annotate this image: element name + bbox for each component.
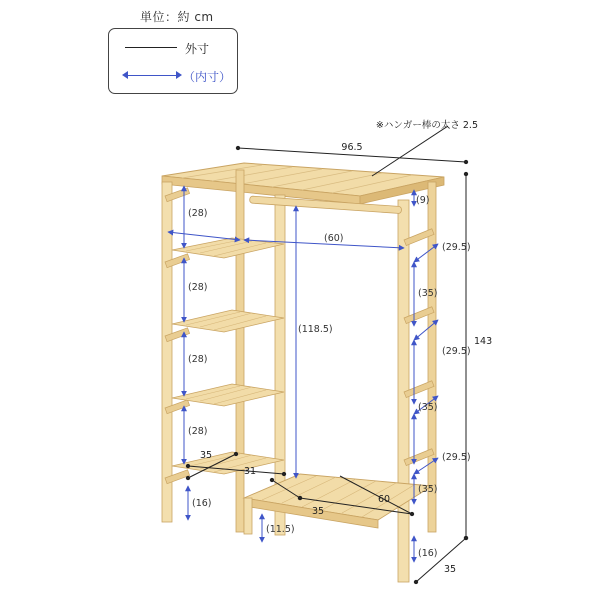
- right-gap-1-label: (29.5): [442, 242, 471, 253]
- right-gap-6-label: (35): [418, 484, 438, 495]
- hanger-note: ※ハンガー棒の太さ 2.5: [375, 120, 478, 131]
- right-gap-5-label: (29.5): [442, 452, 471, 463]
- right-gap-3-label: (29.5): [442, 346, 471, 357]
- hanger-gap-label: (9): [416, 195, 430, 206]
- depth-line: [416, 538, 466, 582]
- bottom-clearance-label: (11.5): [266, 524, 295, 535]
- right-gap-4-label: (35): [418, 402, 438, 413]
- note-leader: [372, 126, 448, 176]
- left-gap-3-label: (28): [188, 354, 208, 365]
- right-bottom-label: (16): [418, 548, 438, 559]
- left-depth-label: 35: [200, 450, 213, 461]
- left-front-post: [162, 182, 172, 522]
- bottom-shelf-width-label: 60: [378, 494, 391, 505]
- depth-label: 35: [444, 564, 457, 575]
- rack-illustration: [162, 163, 444, 582]
- inner-width-label: (60): [324, 233, 344, 244]
- hanger-height-label: (118.5): [298, 324, 333, 335]
- legend-outer-label: 外寸: [185, 42, 210, 56]
- right-gap-2-label: (35): [418, 288, 438, 299]
- left-gap-4-label: (28): [188, 426, 208, 437]
- unit-label: 単位：約 cm: [140, 10, 214, 24]
- left-gap-2-label: (28): [188, 282, 208, 293]
- left-bottom-label: (16): [192, 498, 212, 509]
- width-label: 96.5: [341, 142, 363, 153]
- left-back-post: [236, 170, 244, 532]
- height-label: 143: [474, 336, 493, 347]
- left-shelf-width-label: 31: [244, 466, 257, 477]
- legend-inner-label: （内寸）: [183, 70, 232, 84]
- left-gap-1-label: (28): [188, 208, 208, 219]
- bottom-shelf-depth-label: 35: [312, 506, 325, 517]
